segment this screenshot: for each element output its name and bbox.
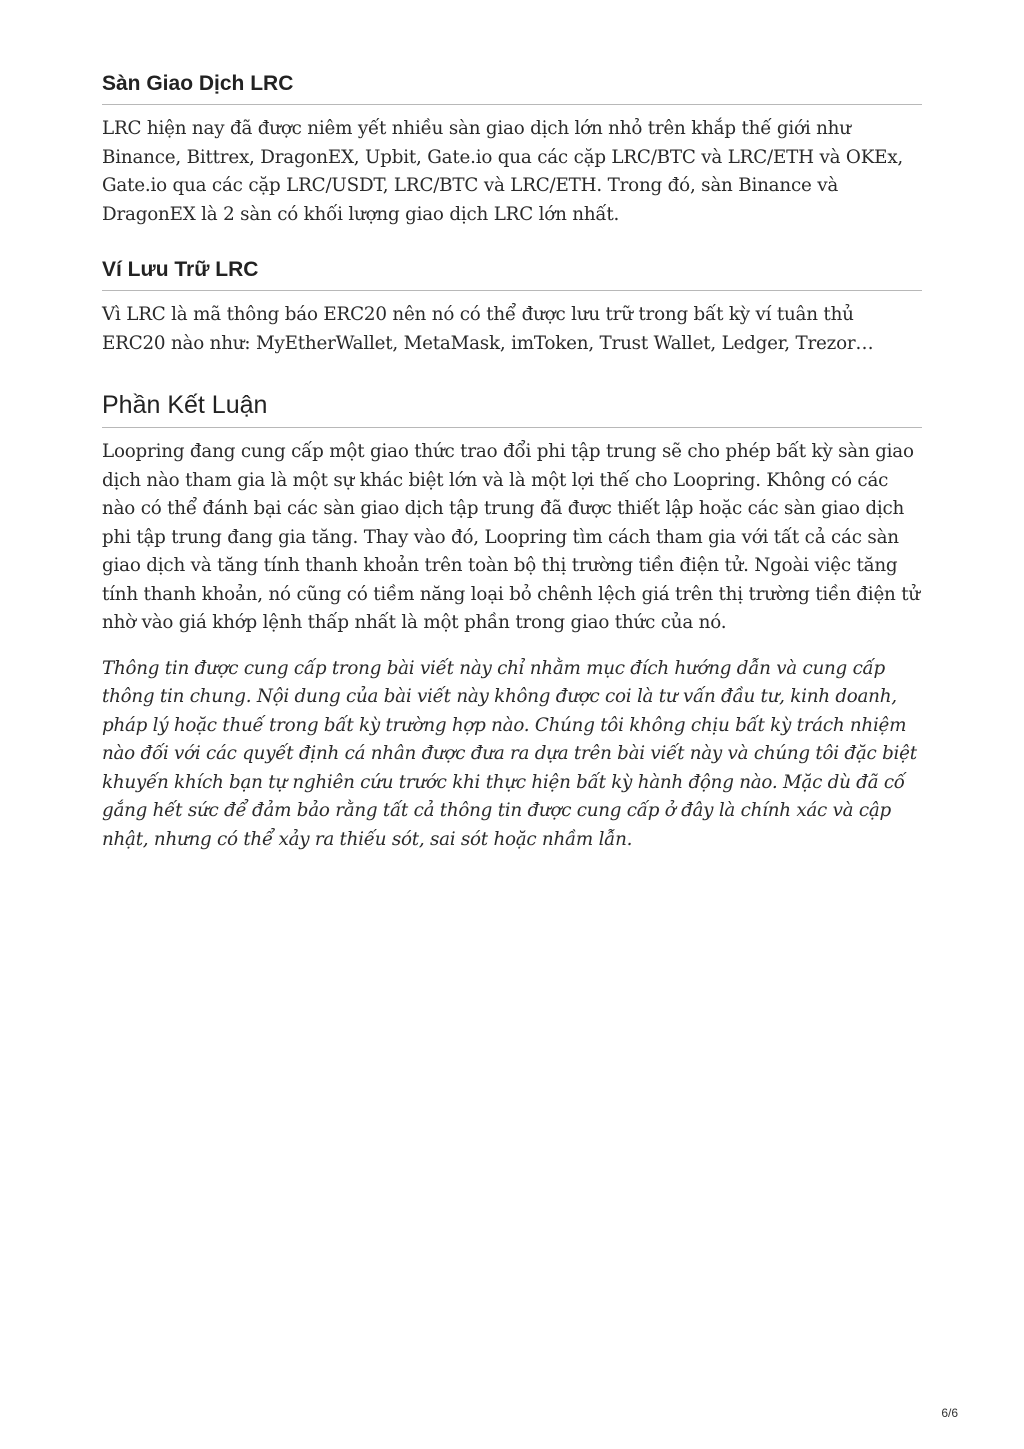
section-heading-exchanges: Sàn Giao Dịch LRC	[102, 70, 922, 105]
section-conclusion	[102, 389, 922, 854]
page-number: 6/6	[941, 1406, 958, 1420]
section-wallets	[102, 256, 922, 358]
disclaimer-text: Thông tin được cung cấp trong bài viết này chỉ nhằm mục đích hướng dẫn và cung cấp thông tin chung. Nội dung của bài viết này không được coi là tư vấn đầu tư, kinh doanh, pháp lý hoặc thuế trong bất kỳ trường hợp nào. Chúng tôi không chịu bất kỳ trách nhiệm nào đối với các quyết định cá nhân được đưa ra dựa trên bài viết này và chúng tôi đặc biệt khuyến khích bạn tự nghiên cứu trước khi thực hiện bất kỳ hành động nào. Mặc dù đã cố gắng hết sức để đảm bảo rằng tất cả thông tin được cung cấp ở đây là chính xác và cập nhật, nhưng có thể xảy ra thiếu sót, sai sót hoặc nhầm lẫn.	[102, 657, 917, 850]
conclusion-body: Loopring đang cung cấp một giao thức trao đổi phi tập trung sẽ cho phép bất kỳ sàn giao dịch nào tham gia là một sự khác biệt lớn và là một lợi thế cho Loopring. Không có các nào có thể đánh bại các sàn giao dịch tập trung đã được thiết lập hoặc các sàn giao dịch phi tập trung đang gia tăng. Thay vào đó, Loopring tìm cách tham gia với tất cả các sàn giao dịch và tăng tính thanh khoản trên toàn bộ thị trường tiền điện tử. Ngoài việc tăng tính thanh khoản, nó cũng có tiềm năng loại bỏ chênh lệch giá trên thị trường tiền điện tử nhờ vào giá khớp lệnh thấp nhất là một phần trong giao thức của nó.	[102, 441, 920, 633]
conclusion-heading: Phần Kết Luận	[102, 389, 922, 428]
section-exchanges	[102, 70, 922, 229]
section-body-exchanges: LRC hiện nay đã được niêm yết nhiều sàn giao dịch lớn nhỏ trên khắp thế giới như Binance, Bittrex, DragonEX, Upbit, Gate.io qua các cặp LRC/BTC và LRC/ETH và OKEx, Gate.io qua các cặp LRC/USDT, LRC/BTC và LRC/ETH. Trong đó, sàn Binance và DragonEX là 2 sàn có khối lượng giao dịch LRC lớn nhất.	[102, 118, 904, 225]
section-body-wallets: Vì LRC là mã thông báo ERC20 nên nó có thể được lưu trữ trong bất kỳ ví tuân thủ ERC20 nào như: MyEtherWallet, MetaMask, imToken, Trust Wallet, Ledger, Trezor…	[102, 304, 874, 354]
section-heading-wallets: Ví Lưu Trữ LRC	[102, 256, 922, 291]
